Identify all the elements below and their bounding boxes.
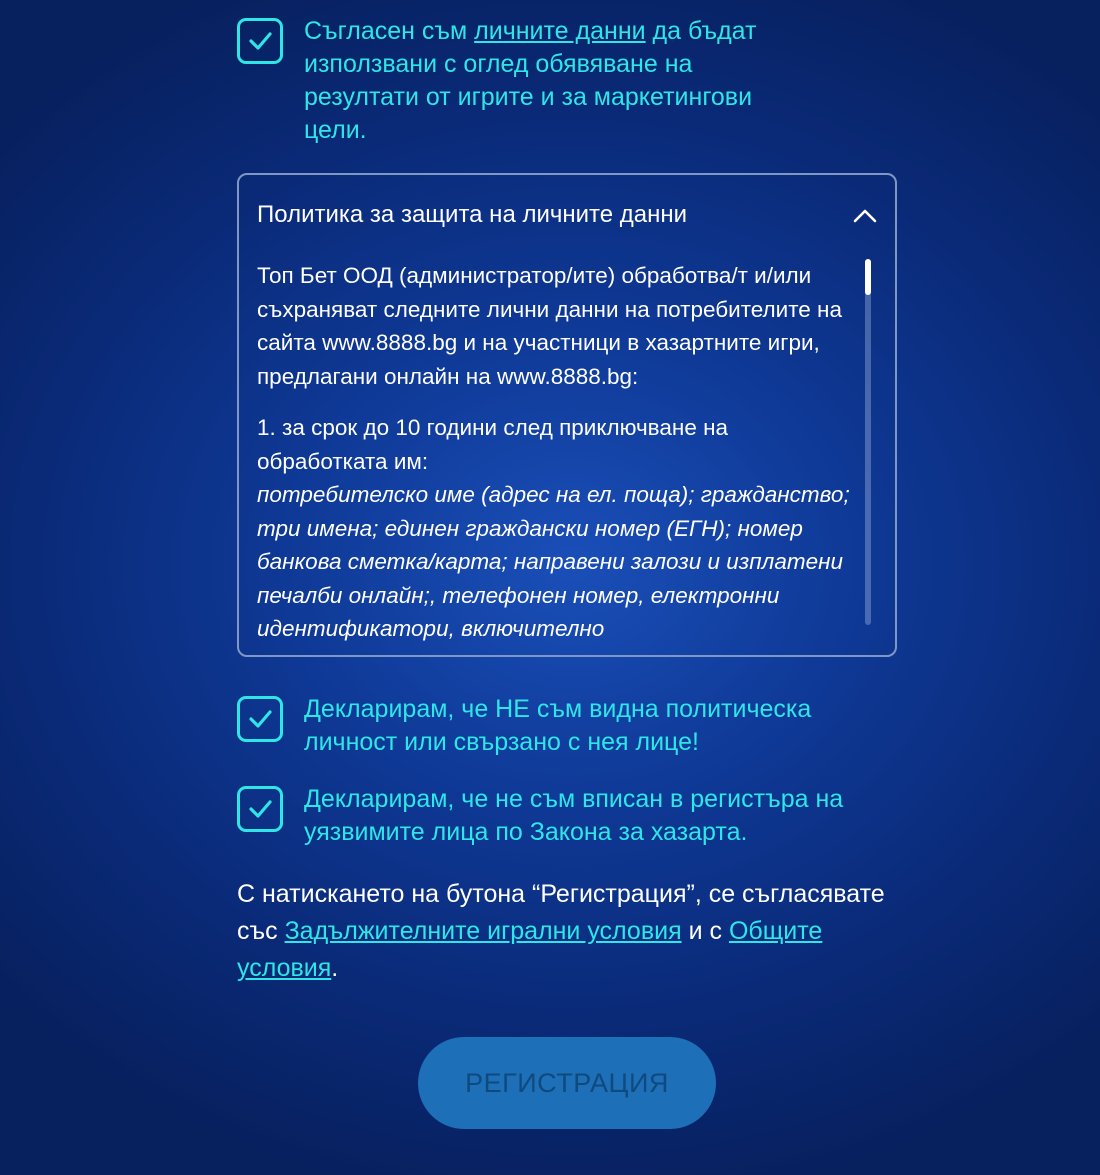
declaration-register-checkbox[interactable] xyxy=(237,786,283,832)
general-terms-link[interactable]: Общите условия xyxy=(237,917,823,982)
register-button[interactable] xyxy=(418,1037,716,1129)
terms-notice xyxy=(237,876,917,987)
privacy-policy-panel xyxy=(237,173,897,657)
privacy-policy-title[interactable]: Политика за защита на личните данни xyxy=(257,201,688,228)
declaration-political-row xyxy=(237,696,864,759)
declaration-political-label: Декларирам, че НЕ съм видна политическа личност или свързано с нея лице! xyxy=(304,695,812,756)
declaration-register-row xyxy=(237,786,864,849)
terms-text-before: С натискането на бутона “Регистрация”, се съгласявате със xyxy=(237,880,885,945)
policy-item-1-intro: 1. за срок до 10 години след приключване на обработката им: xyxy=(257,415,729,474)
consent-marketing-text-after: да бъдат използвани с оглед обявяване на резултати от игрите и за маркетингови цели. xyxy=(304,17,757,144)
consent-marketing-text-before: Съгласен съм xyxy=(304,17,475,45)
checkmark-icon xyxy=(245,704,275,734)
declaration-political-checkbox[interactable] xyxy=(237,696,283,742)
declaration-register-label: Декларирам, че не съм вписан в регистъра на уязвимите лица по Закона за хазарта. xyxy=(304,785,844,846)
chevron-up-icon[interactable] xyxy=(851,205,879,227)
personal-data-link[interactable]: личните данни xyxy=(474,17,646,45)
checkmark-icon xyxy=(245,26,275,56)
mandatory-game-terms-link[interactable]: Задължителните игрални условия xyxy=(284,917,682,945)
policy-scrollbar[interactable] xyxy=(865,259,871,625)
consent-marketing-row xyxy=(237,18,804,147)
terms-text-middle: и с xyxy=(681,917,729,945)
checkmark-icon xyxy=(245,794,275,824)
privacy-policy-content xyxy=(257,259,857,641)
policy-item-1-details: потребителско име (адрес на ел. поща); гражданство; три имена; единен граждански номер (ЕГН); номер банкова сметка/карта; направени залози и изплатени печалби онлайн;, телефонен номер, електронни идентификатори, включително xyxy=(257,482,850,641)
register-button-label: РЕГИСТРАЦИЯ xyxy=(465,1067,669,1098)
policy-item-1 xyxy=(257,411,857,646)
policy-paragraph-intro: Топ Бет ООД (администратор/ите) обработва/т и/или съхраняват следните лични данни на потребителите на сайта www.8888.bg и на участници в хазартните игри, предлагани онлайн на www.8888.bg: xyxy=(257,263,842,389)
policy-scrollbar-thumb[interactable] xyxy=(865,259,871,295)
consent-marketing-checkbox[interactable] xyxy=(237,18,283,64)
consent-marketing-label xyxy=(304,15,804,147)
terms-text-after: . xyxy=(331,954,339,982)
